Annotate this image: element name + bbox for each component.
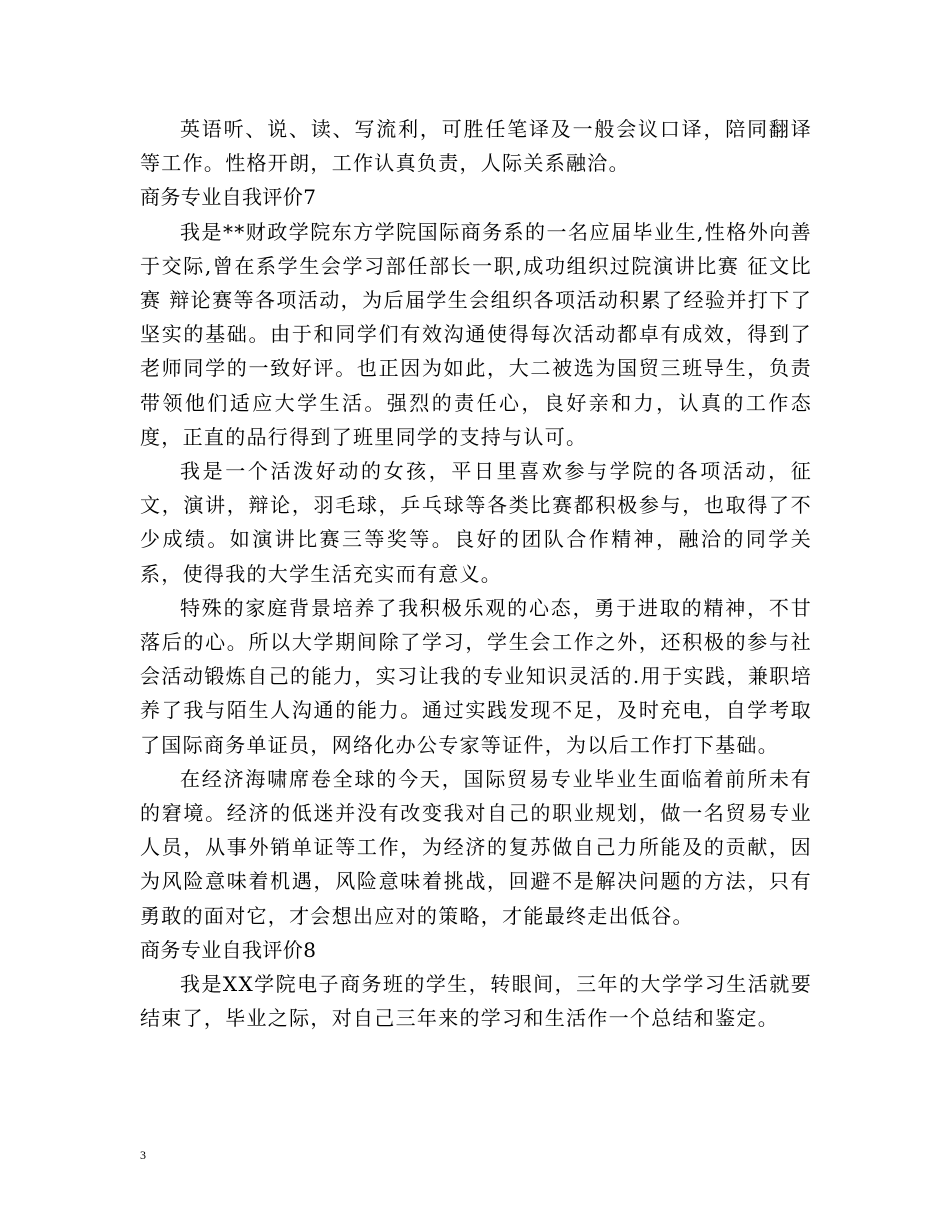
paragraph: 我是**财政学院东方学院国际商务系的一名应届毕业生,性格外向善于交际,曾在系学生会学习部任部长一职,成功组织过院演讲比赛 征文比赛 辩论赛等各项活动，为后届学生会组织各项活动积累了经验并打下了坚实的基础。由于和同学们有效沟通使得每次活动都卓有成效，得到了老师同学的一致好评。也正因为如此，大二被选为国贸三班导生，负责带领他们适应大学生活。强烈的责任心，良好亲和力，认真的工作态度，正直的品行得到了班里同学的支持与认可。 — [140, 219, 812, 449]
paragraph: 我是一个活泼好动的女孩，平日里喜欢参与学院的各项活动，征文，演讲，辩论，羽毛球，乒乓球等各类比赛都积极参与，也取得了不少成绩。如演讲比赛三等奖等。良好的团队合作精神，融洽的同学关系，使得我的大学生活充实而有意义。 — [140, 459, 812, 586]
page-number: 3 — [140, 1148, 146, 1162]
paragraph: 英语听、说、读、写流利，可胜任笔译及一般会议口译，陪同翻译等工作。性格开朗，工作认真负责，人际关系融洽。 — [140, 117, 812, 176]
document-body — [140, 112, 812, 1035]
section-heading: 商务专业自我评价7 — [140, 185, 317, 210]
paragraph: 特殊的家庭背景培养了我积极乐观的心态，勇于进取的精神，不甘落后的心。所以大学期间除了学习，学生会工作之外，还积极的参与社会活动锻炼自己的能力，实习让我的专业知识灵活的.用于实践，兼职培养了我与陌生人沟通的能力。通过实践发现不足，及时充电，自学考取了国际商务单证员，网络化办公专家等证件，为以后工作打下基础。 — [140, 595, 812, 757]
paragraph: 我是XX学院电子商务班的学生，转眼间，三年的大学学习生活就要结束了，毕业之际，对自己三年来的学习和生活作一个总结和鉴定。 — [140, 972, 812, 1031]
section-heading: 商务专业自我评价8 — [140, 937, 317, 962]
paragraph: 在经济海啸席卷全球的今天，国际贸易专业毕业生面临着前所未有的窘境。经济的低迷并没有改变我对自己的职业规划，做一名贸易专业人员，从事外销单证等工作，为经济的复苏做自己力所能及的贡献，因为风险意味着机遇，风险意味着挑战，回避不是解决问题的方法，只有勇敢的面对它，才会想出应对的策略，才能最终走出低谷。 — [140, 766, 812, 928]
